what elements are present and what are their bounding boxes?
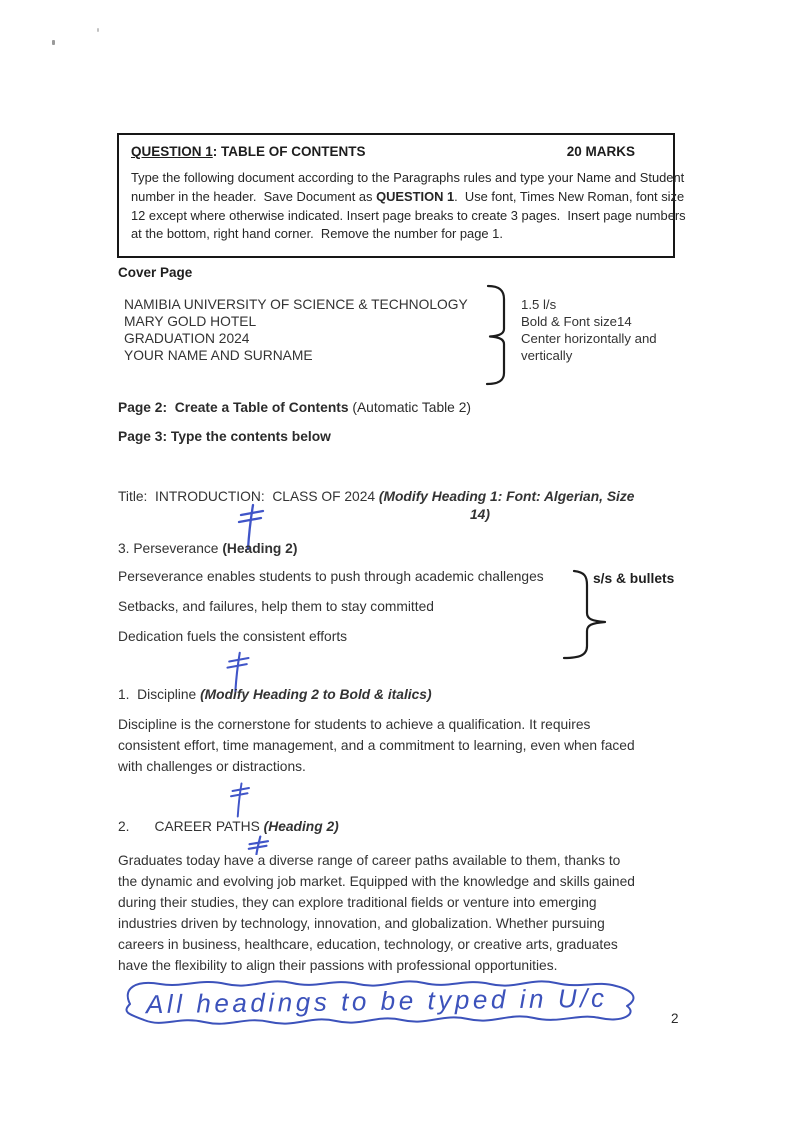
page2-regular: (Automatic Table 2) [348, 400, 471, 415]
text-line: industries driven by technology, innovation, and globalization. Whether pursuing [118, 916, 605, 931]
title-wrap: 14) [470, 507, 490, 522]
question-title [131, 144, 366, 159]
text-line: NAMIBIA UNIVERSITY OF SCIENCE & TECHNOLOGY [124, 297, 468, 312]
text-line: have the flexibility to align their passions with professional opportunities. [118, 958, 558, 973]
text-segment: Type the following document according to the Paragraphs rules and type your Name and Student [131, 170, 685, 185]
text-line: MARY GOLD HOTEL [124, 314, 257, 329]
discipline-heading-regular: 1. Discipline [118, 687, 201, 702]
text-line: Discipline is the cornerstone for students to achieve a qualification. It requires [118, 717, 591, 732]
career-heading-regular: CAREER PATHS [154, 819, 264, 834]
page-number: 2 [671, 1011, 679, 1026]
page2-instruction [118, 400, 471, 415]
cover-annotations [521, 296, 657, 364]
text-line: Setbacks, and failures, help them to stay committed [118, 599, 434, 614]
text-line [131, 225, 661, 244]
career-heading-bold-italic: (Heading 2) [263, 819, 339, 834]
title-regular: Title: INTRODUCTION: CLASS OF 2024 [118, 489, 379, 504]
perseverance-heading-bold: (Heading 2) [222, 541, 298, 556]
cover-bracket [482, 283, 512, 387]
text-line: the dynamic and evolving job market. Equipped with the knowledge and skills gained [118, 874, 635, 889]
cover-page-lines [124, 296, 468, 364]
page2-bold: Page 2: Create a Table of Contents [118, 400, 349, 415]
text-segment: number in the header. Save Document as [131, 188, 377, 204]
text-line: consistent effort, time management, and a commitment to learning, even when faced [118, 738, 635, 753]
question-instructions [131, 169, 686, 244]
text-line: Perseverance enables students to push through academic challenges [118, 569, 544, 584]
text-line: Center horizontally and [521, 331, 657, 346]
text-line [131, 207, 686, 226]
career-paragraph [118, 850, 635, 976]
text-line: during their studies, they can explore traditional fields or venture into emerging [118, 895, 597, 910]
perseverance-heading-regular: 3. Perseverance [118, 541, 223, 556]
handwritten-note-text: All headings to be typed in U/c [145, 982, 607, 1020]
bullets-annotation: s/s & bullets [593, 571, 675, 586]
title-bold-italic: (Modify Heading 1: Font: Algerian, Size [378, 489, 635, 504]
text-line: YOUR NAME AND SURNAME [124, 348, 313, 363]
discipline-heading [118, 687, 432, 702]
paragraph-proof-mark-icon [226, 782, 254, 818]
text-line: 1.5 l/s [521, 297, 557, 312]
text-line: careers in business, healthcare, education, technology, or creative arts, graduates [118, 937, 618, 952]
cover-page-heading: Cover Page [118, 265, 193, 280]
text-line: Graduates today have a diverse range of career paths available to them, thanks to [118, 853, 621, 868]
question-box [117, 133, 686, 258]
handwritten-note [108, 968, 653, 1038]
career-heading [118, 819, 339, 834]
scan-speck [52, 40, 55, 45]
question-title-rest: : TABLE OF CONTENTS [212, 144, 366, 159]
discipline-paragraph [118, 714, 635, 777]
perseverance-lines [118, 570, 544, 660]
text-segment: . Use font, Times New Roman, font size [454, 188, 685, 204]
text-line: vertically [521, 348, 573, 363]
text-line [131, 169, 685, 188]
question-number: QUESTION 1 [131, 144, 213, 159]
career-heading-number: 2. [118, 819, 130, 834]
text-line: Dedication fuels the consistent efforts [118, 629, 348, 644]
text-segment: at the bottom, right hand corner. Remove the number for page 1. [131, 226, 503, 242]
marks-label: 20 MARKS [566, 144, 635, 159]
text-line: GRADUATION 2024 [124, 331, 250, 346]
text-segment: QUESTION 1 [376, 188, 455, 204]
text-line: with challenges or distractions. [118, 759, 306, 774]
scan-speck [97, 28, 99, 32]
question-box-header [131, 144, 661, 159]
page3-instruction: Page 3: Type the contents below [118, 429, 331, 444]
text-segment: 12 except where otherwise indicated. Insert page breaks to create 3 pages. Insert page numbers [131, 207, 686, 223]
text-line: Bold & Font size14 [521, 314, 632, 329]
perseverance-heading [118, 541, 297, 556]
discipline-heading-bold-italic: (Modify Heading 2 to Bold & italics) [200, 687, 432, 702]
title-line [118, 489, 634, 504]
text-line [131, 188, 685, 207]
